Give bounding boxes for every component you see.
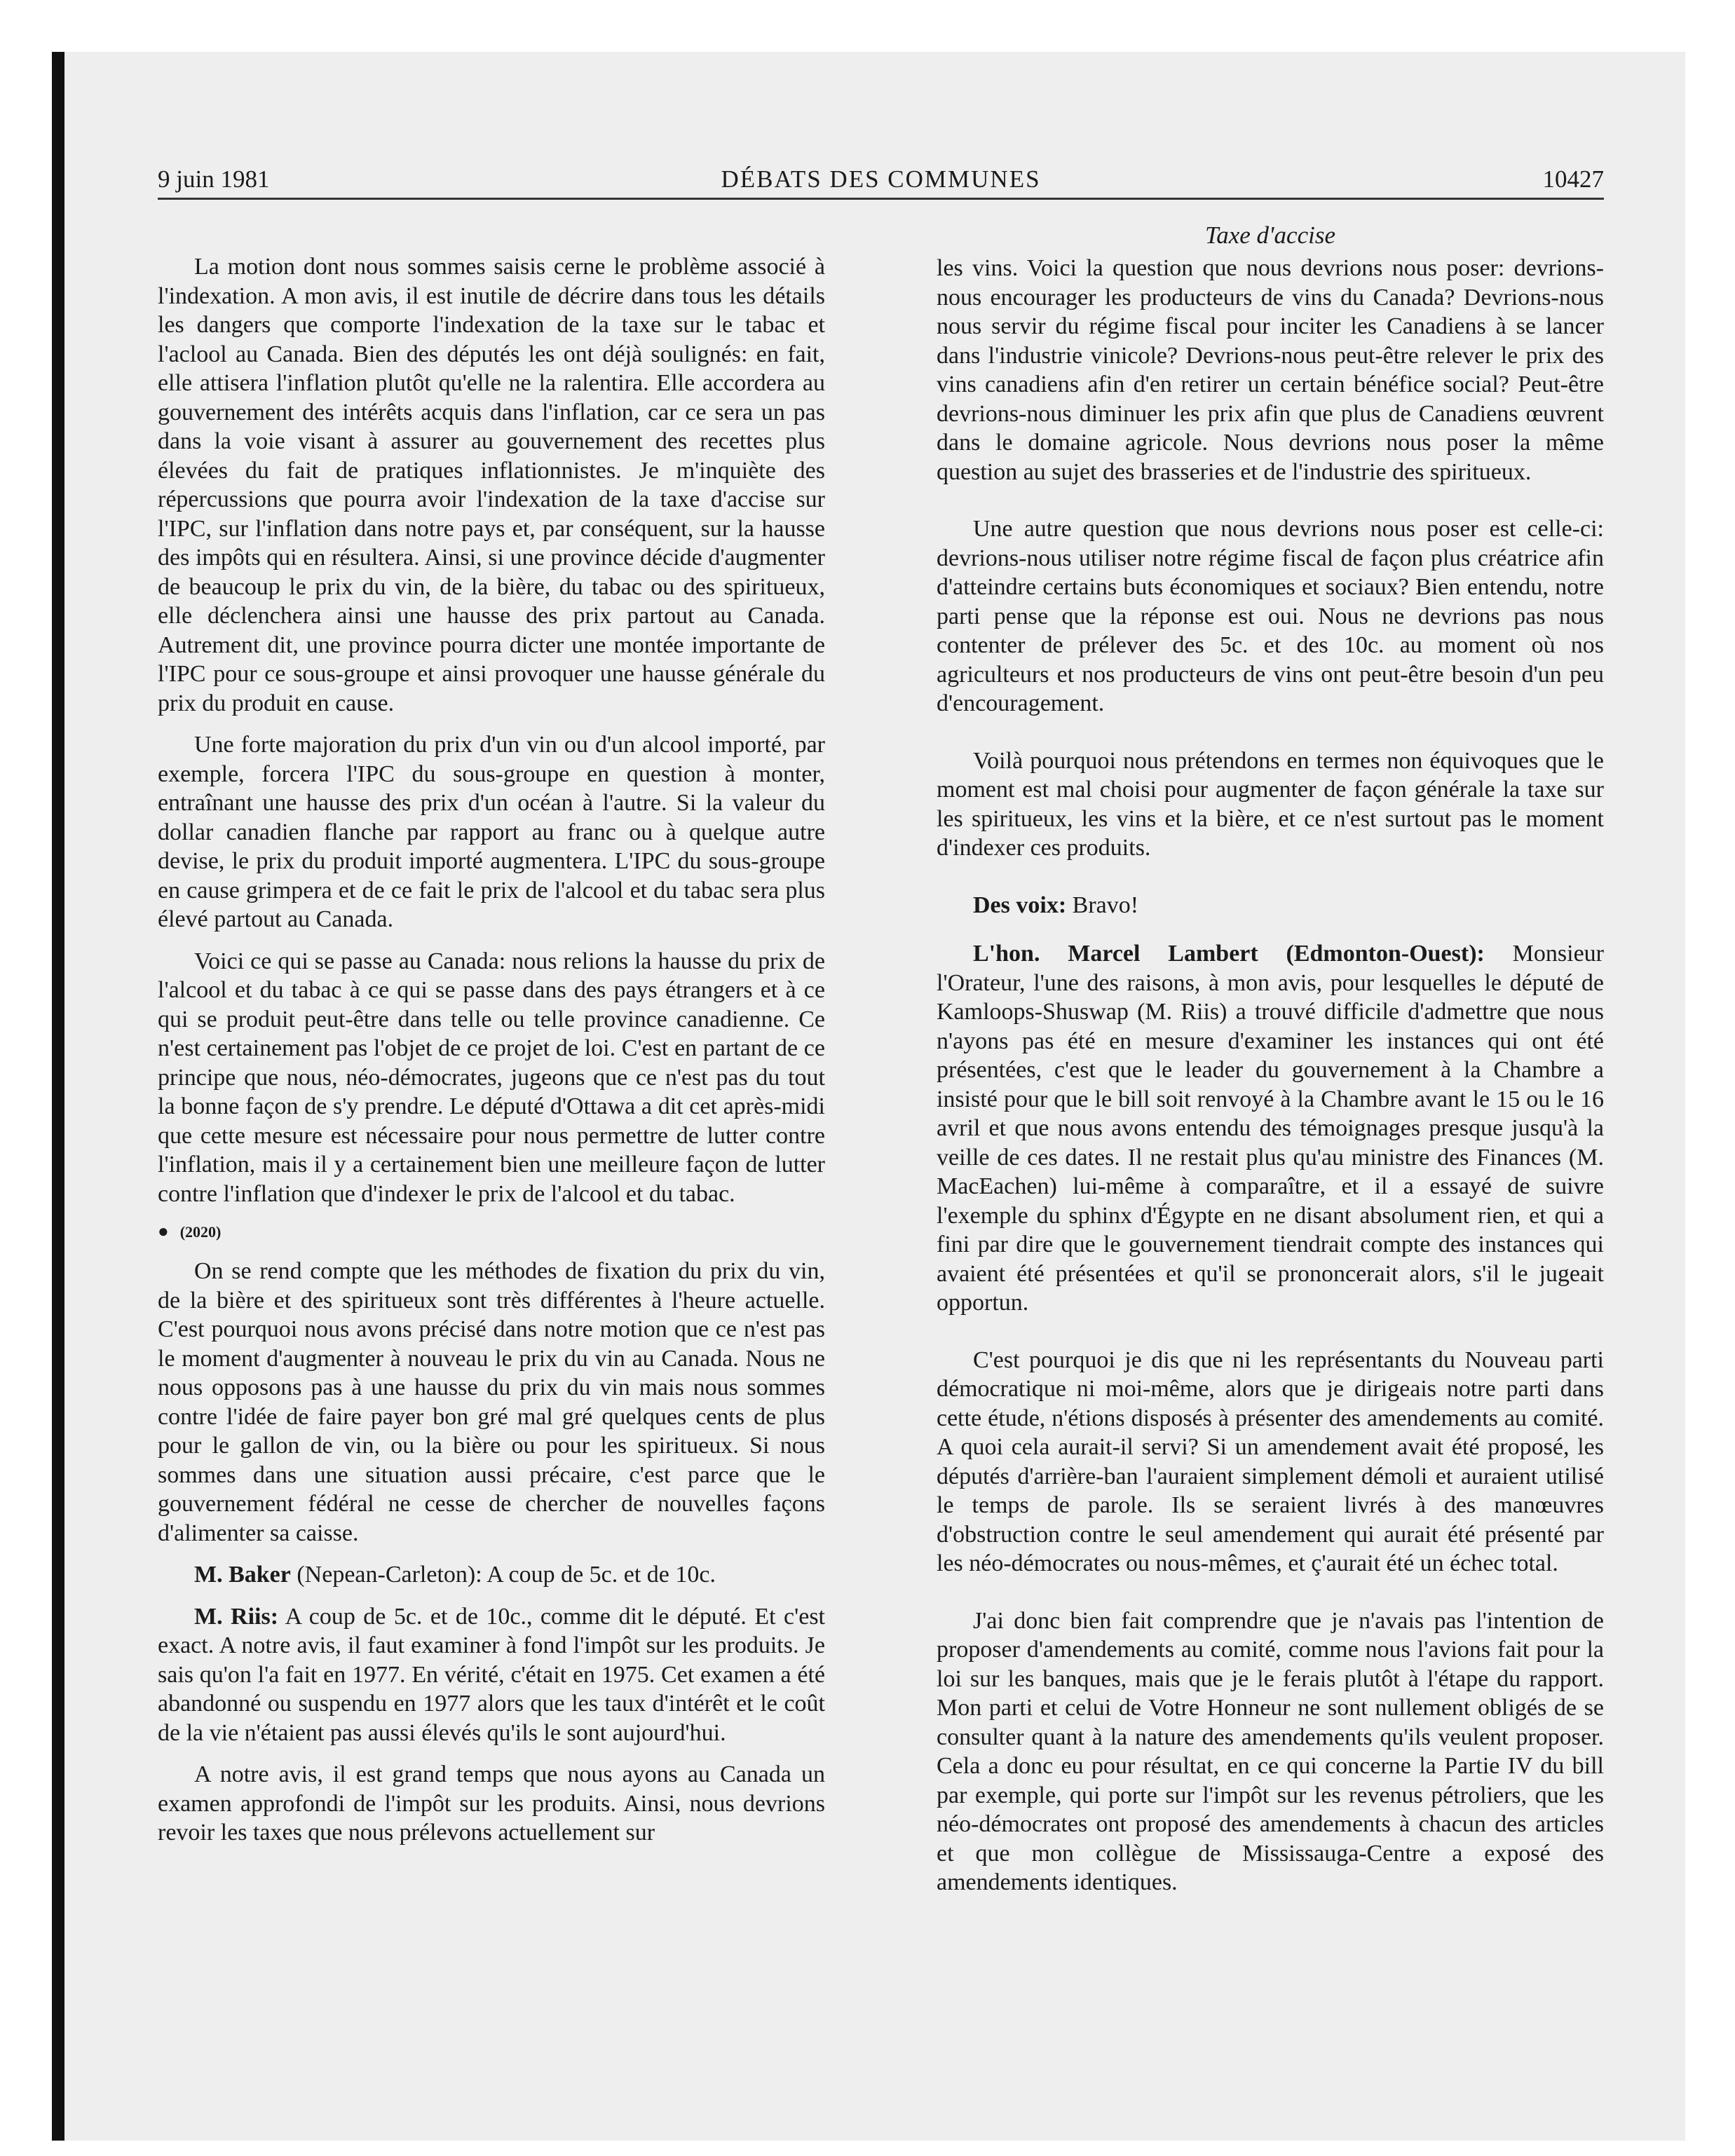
paragraph: A notre avis, il est grand temps que nous ayons au Canada un examen approfondi de l'impôt sur les produits. Ainsi, nous devrions revoir les taxes que nous prélevons actuellement sur [158,1761,825,1845]
time-marker-label: (2020) [179,1223,222,1241]
speech-lambert [937,939,1604,1318]
paragraph: Voici ce qui se passe au Canada: nous relions la hausse du prix de l'alcool et du tabac à ce qui se passe dans des pays étrangers et à ce qui se produit peut-être dans telle ou telle province canadienne. Ce n'est certainement pas l'objet de ce projet de loi. C'est en partant de ce principe que nous, néo-démocrates, jugeons que ce n'est pas du tout la bonne façon de s'y prendre. Le député d'Ottawa a dit cet après-midi que cette mesure est nécessaire pour nous permettre de lutter contre l'inflation, mais il y a certainement bien une meilleure façon de lutter contre l'inflation que d'indexer le prix de l'alcool et du tabac. [158,948,825,1207]
speaker-name: M. Riis: [194,1603,279,1630]
speaker-name: L'hon. Marcel Lambert (Edmonton-Ouest): [973,941,1485,967]
paragraph: J'ai donc bien fait comprendre que je n'avais pas l'intention de proposer d'amendements au comité, comme nous l'avions fait pour la loi sur les banques, mais que je le ferais plutôt à l'étape du rapport. Mon parti et celui de Votre Honneur ne sont nullement obligés de se consulter quant à la nature des amendements qu'ils veulent proposer. Cela a donc eu pour résultat, en ce qui concerne la Partie IV du bill par exemple, qui porte sur l'impôt sur les revenus pétroliers, que les néo-démocrates ont proposé des amendements à chacun des articles et que mon collègue de Mississauga-Centre a exposé des amendements identiques. [937,1607,1604,1895]
right-column [937,254,1604,1925]
paragraph: Une forte majoration du prix d'un vin ou d'un alcool importé, par exemple, forcera l'IPC du sous-groupe en question à monter, entraînant une hausse des prix d'un océan à l'autre. Si la valeur du dollar canadien flanche par rapport au franc ou à quelque autre devise, le prix du produit importé augmentera. L'IPC du sous-groupe en cause grimpera et de ce fait le prix de l'alcool et du tabac sera plus élevé partout au Canada. [158,732,825,932]
paragraph: La motion dont nous sommes saisis cerne le problème associé à l'indexation. A mon avis, il est inutile de décrire dans tous les détails les dangers que comporte l'indexation de la taxe sur le tabac et l'aclool au Canada. Bien des députés les ont déjà soulignés: en fait, elle attisera l'inflation plutôt qu'elle ne la ralentira. Elle accordera au gouvernement des intérêts acquis dans l'inflation, car ce sera un pas dans la voie visant à assurer au gouvernement des recettes plus élevées du fait de pratiques inflationnistes. Je m'inquiète des répercussions que pourra avoir l'indexation de la taxe d'accise sur l'IPC, sur l'inflation dans notre pays et, par conséquent, sur la hausse des impôts qui en résultera. Ainsi, si une province décide d'augmenter de beaucoup le prix du vin, de la bière, du tabac ou des spiritueux, elle déclenchera ainsi une hausse des prix partout au Canada. Autrement dit, une province pourra dicter une montée importante de l'IPC pour ce sous-groupe et ainsi provoquer une hausse générale du prix du produit en cause. [158,254,825,716]
speech-text: A coup de 5c. et de 10c., comme dit le député. Et c'est exact. A notre avis, il faut examiner à fond l'impôt sur les produits. Je sais qu'on l'a fait en 1977. En vérité, c'était en 1975. Cet examen a été abandonné ou suspendu en 1977 alors que les taux d'intérêt et le coût de la vie n'étaient pas aussi élevés qu'ils le sont aujourd'hui. [158,1603,826,1746]
speech-text: Monsieur l'Orateur, l'une des raisons, à mon avis, pour lesquelles le député de Kamloops-Shuswap (M. Riis) a trouvé difficile d'admettre que nous n'ayons pas été en mesure d'examiner les instances qui ont été présentées, c'est que le leader du gouvernement à la Chambre a insisté pour que le bill soit renvoyé à la Chambre avant le 15 ou le 16 avril et que nous avons entendu des témoignages presque jusqu'à la veille de ces dates. Il ne restait plus qu'au ministre des Finances (M. MacEachen) lui-même à comparaître, et il a essayé de suivre l'exemple du sphinx d'Égypte en ne disant absolument rien, et qui a fini par dire que le gouvernement tiendrait compte des instances qui avaient été présentées et qu'il se prononcerait alors, s'il le jugeait opportun. [937,941,1605,1316]
speech-voices [937,891,1604,920]
speech-text: A coup de 5c. et de 10c. [482,1562,716,1588]
bullet-icon: ● [158,1221,169,1241]
header-title: DÉBATS DES COMMUNES [721,165,1041,193]
page-header [158,165,1604,200]
speech-riis [158,1602,825,1748]
speaker-riding: (Nepean-Carleton): [290,1562,482,1588]
header-page-number: 10427 [1542,165,1604,193]
paragraph: Une autre question que nous devrions nous poser est celle-ci: devrions-nous utiliser notre régime fiscal de façon plus créatrice afin d'atteindre certains buts économiques et sociaux? Bien entendu, notre parti pense que la réponse est oui. Nous ne devrions pas nous contenter de prélever des 5c. et des 10c. au moment où nos agriculteurs et nos producteurs de vins ont peut-être besoin d'un peu d'encouragement. [937,516,1604,716]
paragraph: C'est pourquoi je dis que ni les représentants du Nouveau parti démocratique ni moi-même, alors que je dirigeais notre parti dans cette étude, n'étions disposés à présenter des amendements au comité. A quoi cela aurait-il servi? Si un amendement avait été proposé, les députés d'arrière-ban l'auraient simplement démoli et auraient utilisé le temps de parole. Ils se seraient livrés à des manœuvres d'obstruction contre le seul amendement qui aurait été présenté par les néo-démocrates ou nous-mêmes, et ç'aurait été un échec total. [937,1346,1604,1576]
left-column [158,252,825,1860]
speaker-name: M. Baker [194,1562,291,1588]
running-head: Taxe d'accise [1204,221,1335,249]
speech-baker [158,1560,825,1590]
paragraph: les vins. Voici la question que nous devrions nous poser: devrions-nous encourager les producteurs de vins du Canada? Devrions-nous nous servir du régime fiscal pour inciter les Canadiens à se lancer dans l'industrie vinicole? Devrions-nous peut-être relever le prix des vins canadiens afin d'en retirer un certain bénéfice social? Peut-être devrions-nous diminuer les prix afin que plus de Canadiens œuvrent dans le domaine agricole. Nous devrions nous poser la même question au sujet des brasseries et de l'industrie des spiritueux. [937,255,1604,485]
speaker-name: Des voix: [973,892,1067,918]
paragraph: On se rend compte que les méthodes de fixation du prix du vin, de la bière et des spiritueux sont très différentes à l'heure actuelle. C'est pourquoi nous avons précisé dans notre motion que ce n'est pas le moment d'augmenter à nouveau le prix du vin au Canada. Nous ne nous opposons pas à une hausse du prix du vin mais nous sommes contre l'idée de faire payer bon gré mal gré quelques cents de plus pour le gallon de vin, ou la bière ou pour les spiritueux. Si nous sommes dans une situation aussi précaire, c'est parce que le gouvernement fédéral ne cesse de chercher de nouvelles façons d'alimenter sa caisse. [158,1258,825,1546]
speech-text: Bravo! [1066,892,1139,918]
header-date: 9 juin 1981 [158,165,270,193]
time-marker [158,1221,825,1243]
paragraph: Voilà pourquoi nous prétendons en termes non équivoques que le moment est mal choisi pour augmenter de façon générale la taxe sur les spiritueux, les vins et la bière, et ce n'est surtout pas le moment d'indexer ces produits. [937,747,1604,861]
binding-edge [52,52,64,2141]
